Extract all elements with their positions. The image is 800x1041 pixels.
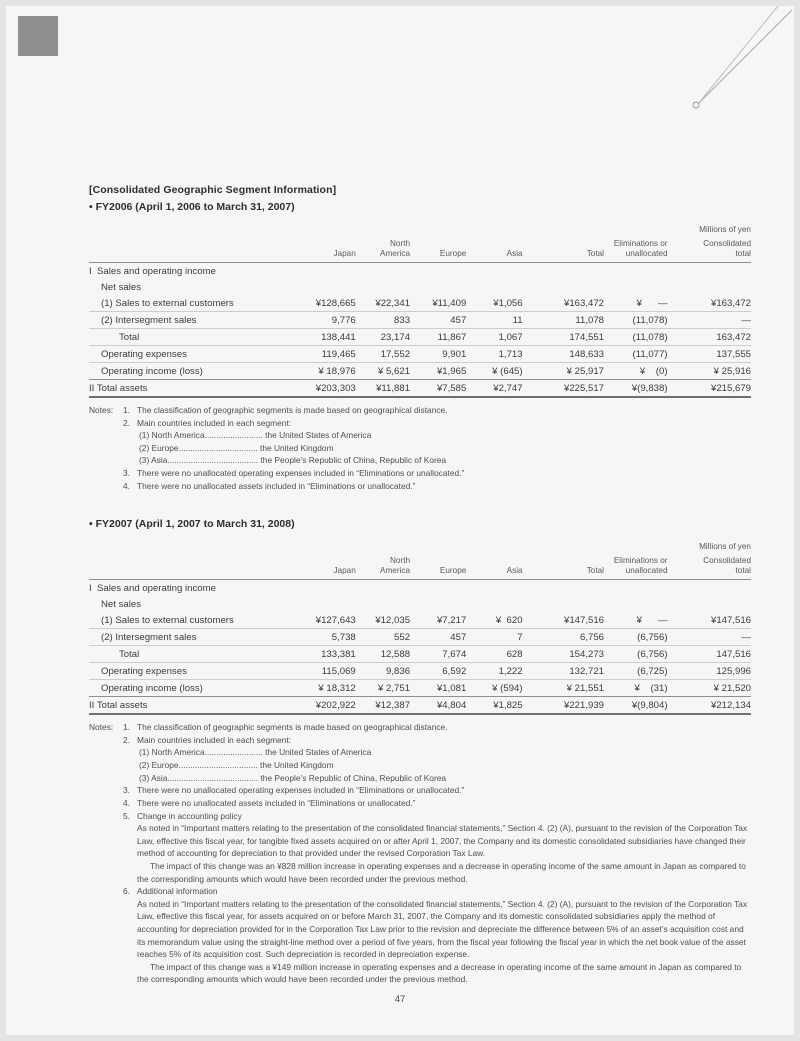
row-label: Net sales (101, 281, 141, 293)
header-japan: Japan (333, 248, 356, 258)
cell: ¥2,747 (493, 382, 523, 394)
fy2007-section (89, 518, 751, 986)
cell: 628 (506, 648, 523, 660)
note-item: 5. Change in accounting policy As noted in “Important matters relating to the presentation of the consolidated financial statements,” Section 4. (2) (A), pursuant to the revision of the Corporation Tax Law, effective this fiscal year, for tangible fixed assets acquired on or after April 1, 2007, the Company and its domestic consolidated subsidiaries have changed their method of accounting for depreciation to that provided under the revised Corporation Tax Law. The impact of this change was an ¥828 million increase in operating expenses and a decrease in operating income of the same amount in Japan as compared to the corresponding amounts which would have been recorded under the previous method. (123, 810, 751, 886)
note-subitem: (3) Asia....................................... the People’s Republic of China, Republic of Korea (139, 772, 447, 783)
header-japan: Japan (333, 566, 356, 576)
row-label: Total (119, 648, 140, 660)
header-north-america: North America (380, 555, 411, 576)
fy2006-heading: • FY2006 (April 1, 2006 to March 31, 2007) (89, 201, 295, 213)
cell: 163,472 (716, 331, 751, 343)
corner-accent-square (18, 16, 58, 56)
fy2007-heading: • FY2007 (April 1, 2007 to March 31, 2008) (89, 518, 295, 531)
cell: 9,776 (331, 314, 356, 326)
cell: 23,174 (380, 331, 411, 343)
cell: ¥163,472 (710, 297, 751, 309)
cell: ¥202,922 (315, 699, 356, 711)
table-row (89, 680, 751, 697)
note-subitem: (1) North America......................... the United States of America (139, 430, 372, 441)
cell: 833 (394, 314, 411, 326)
table-row (89, 596, 751, 612)
corner-diagonal-decoration (674, 6, 794, 116)
header-europe: Europe (439, 566, 467, 576)
cell: (11,078) (632, 314, 668, 326)
cell: ¥4,804 (436, 699, 467, 711)
fy2007-unit-label: Millions of yen (699, 542, 751, 552)
fy2006-section (89, 201, 751, 492)
row-label: Operating expenses (101, 665, 187, 677)
cell: ¥147,516 (563, 614, 604, 626)
cell: 137,555 (716, 348, 751, 360)
cell: ¥(9,838) (631, 382, 668, 394)
cell: ¥ 25,916 (713, 365, 751, 377)
fy2006-header-row (89, 236, 751, 263)
cell: (11,077) (632, 348, 668, 360)
header-consolidated: Consolidated total (703, 238, 751, 258)
fy2006-notes (89, 404, 751, 492)
header-empty (89, 553, 272, 580)
cell: ¥ 21,520 (713, 682, 751, 694)
cell: ¥ 25,917 (566, 365, 604, 377)
cell: ¥12,387 (375, 699, 411, 711)
note-item: 1. The classification of geographic segments is made based on geographical distance. (123, 722, 448, 733)
cell: 457 (450, 631, 467, 643)
cell: ¥127,643 (315, 614, 356, 626)
cell: 1,713 (498, 348, 523, 360)
header-total: Total (586, 566, 604, 576)
cell: 115,069 (321, 665, 356, 677)
cell: (6,725) (637, 665, 668, 677)
cell: 11,078 (575, 314, 604, 326)
cell: 1,067 (498, 331, 523, 343)
table-row (89, 263, 751, 280)
cell: 119,465 (321, 348, 356, 360)
table-row (89, 646, 751, 663)
note-paragraph: The impact of this change was an ¥828 million increase in operating expenses and a decrease in operating income of the same amount in Japan as compared to the corresponding amounts which would have been recorded under the previous method. (137, 860, 746, 884)
note-paragraph: As noted in “Important matters relating to the presentation of the consolidated financial statements,” Section 4. (2) (A), pursuant to the revision of the Corporation Tax Law, effective this fiscal year, for tangible fixed assets acquired on or after April 1, 2007, the Company and its domestic consolidated subsidiaries have changed their method of accounting for depreciation to that provided under the revised Corporation Tax Law. (137, 823, 748, 859)
page-content (89, 184, 751, 986)
note-paragraph: The impact of this change was a ¥149 million increase in operating expenses and a decrease in operating income of the same amount in Japan as compared to the corresponding amounts which would have been recorded under the previous method. (137, 961, 742, 985)
header-eliminations: Eliminations or unallocated (613, 555, 668, 576)
header-eliminations: Eliminations or unallocated (613, 238, 668, 258)
table-row (89, 363, 751, 380)
fy2007-header-row (89, 553, 751, 580)
cell: (11,078) (632, 331, 668, 343)
page-number: 47 (394, 994, 406, 1005)
row-label: II Total assets (89, 699, 148, 711)
cell: ¥ 620 (495, 614, 523, 626)
cell: 5,738 (331, 631, 356, 643)
cell: ¥7,585 (436, 382, 467, 394)
cell: 133,381 (321, 648, 356, 660)
header-asia: Asia (506, 248, 523, 258)
cell: 7 (517, 631, 523, 643)
note-subitem: (3) Asia....................................... the People’s Republic of China, Republic of Korea (139, 455, 447, 466)
cell: ¥11,409 (432, 297, 467, 309)
row-label: Operating income (loss) (101, 682, 203, 694)
cell: ¥ — (636, 297, 668, 309)
cell: 552 (394, 631, 411, 643)
cell: ¥ 21,551 (566, 682, 604, 694)
note-subitem: (2) Europe.................................. the United Kingdom (139, 442, 334, 453)
header-europe: Europe (439, 248, 467, 258)
table-row (89, 697, 751, 715)
note-item: 3. There were no unallocated operating expenses included in “Eliminations or unallocated.” (123, 468, 465, 479)
cell: ¥ 5,621 (378, 365, 411, 377)
cell: 6,592 (442, 665, 467, 677)
header-asia: Asia (506, 566, 523, 576)
row-label: (1) Sales to external customers (101, 614, 234, 626)
cell: 11,867 (437, 331, 467, 343)
cell: 132,721 (569, 665, 604, 677)
cell: ¥1,825 (493, 699, 523, 711)
fy2007-table (89, 553, 751, 715)
cell: ¥1,081 (436, 682, 467, 694)
notes-label: Notes: (89, 722, 114, 733)
cell: ¥12,035 (375, 614, 411, 626)
row-label: I Sales and operating income (89, 265, 216, 277)
cell: ¥ 18,312 (318, 682, 356, 694)
cell: 6,756 (579, 631, 604, 643)
note-subitem: (2) Europe.................................. the United Kingdom (139, 760, 334, 771)
cell: 7,674 (442, 648, 467, 660)
cell: — (741, 631, 751, 643)
table-row (89, 629, 751, 646)
cell: ¥ 2,751 (378, 682, 411, 694)
cell: ¥ (594) (492, 682, 523, 694)
report-page (6, 6, 794, 1035)
cell: 138,441 (321, 331, 356, 343)
cell: ¥ 18,976 (318, 365, 356, 377)
cell: 17,552 (380, 348, 411, 360)
table-row (89, 346, 751, 363)
cell: (6,756) (637, 648, 668, 660)
cell: ¥212,134 (710, 699, 751, 711)
cell: ¥1,056 (493, 297, 523, 309)
cell: 9,901 (442, 348, 467, 360)
cell: ¥ (0) (639, 365, 668, 377)
note-item: 1. The classification of geographic segments is made based on geographical distance. (123, 405, 448, 415)
row-label: Operating expenses (101, 348, 187, 360)
cell: 125,996 (716, 665, 751, 677)
table-row (89, 329, 751, 346)
cell: — (741, 314, 751, 326)
cell: ¥128,665 (315, 297, 356, 309)
row-label: Total (119, 331, 140, 343)
table-row (89, 663, 751, 680)
note-item: 2. Main countries included in each segment: (1) North America......................... the United States of America (2) Europe.................................. the United Kingdom (3) Asia....................................... the People’s Republic of China, Republic of Korea (123, 417, 751, 467)
cell: ¥(9,804) (631, 699, 668, 711)
note-item: 6. Additional information As noted in “Important matters relating to the presentation of the consolidated financial statements,” Section 4. (2) (A), pursuant to the revision of the Corporation Tax Law, effective this fiscal year, for assets acquired on or before March 31, 2007, the Company and its domestic consolidated subsidiaries apply the method of accounting for depreciation provided for in the Corporation Tax Law prior to the revision and depreciate the difference between 5% of an asset’s acquisition cost and its memorandum value using the straight-line method over a period of five years, from the fiscal year following the fiscal year in which the net book value of the asset reaches 5% of its acquisition cost. Such depreciation is recorded in depreciation expense. The impact of this change was a ¥149 million increase in operating expenses and a decrease in operating income of the same amount in Japan as compared to the corresponding amounts which would have been recorded under the previous method. (123, 885, 751, 986)
row-label: II Total assets (89, 382, 148, 394)
row-label: Operating income (loss) (101, 365, 203, 377)
fy2006-table (89, 236, 751, 398)
cell: ¥ (31) (634, 682, 668, 694)
header-consolidated: Consolidated total (703, 555, 751, 576)
row-label: (2) Intersegment sales (101, 631, 197, 643)
header-north-america: North America (380, 238, 411, 258)
row-label: I Sales and operating income (89, 582, 216, 594)
cell: ¥215,679 (710, 382, 751, 394)
row-label: (2) Intersegment sales (101, 314, 197, 326)
cell: ¥ (645) (492, 365, 523, 377)
table-row (89, 312, 751, 329)
cell: ¥7,217 (436, 614, 467, 626)
note-item: 4. There were no unallocated assets included in “Eliminations or unallocated.” (123, 797, 416, 808)
cell: ¥147,516 (710, 614, 751, 626)
cell: 174,551 (569, 331, 604, 343)
page-title: [Consolidated Geographic Segment Information] (89, 184, 337, 196)
header-total: Total (586, 248, 604, 258)
cell: 457 (450, 314, 467, 326)
note-subitem: (1) North America......................... the United States of America (139, 747, 372, 758)
cell: ¥1,965 (436, 365, 467, 377)
note-item: 4. There were no unallocated assets included in “Eliminations or unallocated.” (123, 480, 416, 491)
cell: 11 (512, 314, 523, 326)
note-item: 3. There were no unallocated operating expenses included in “Eliminations or unallocated.” (123, 785, 465, 796)
cell: ¥ — (636, 614, 668, 626)
table-row (89, 580, 751, 597)
cell: ¥22,341 (375, 297, 411, 309)
cell: 12,588 (380, 648, 411, 660)
cell: 154,273 (569, 648, 604, 660)
cell: (6,756) (637, 631, 668, 643)
cell: ¥225,517 (563, 382, 604, 394)
table-row (89, 295, 751, 312)
notes-label: Notes: (89, 405, 114, 415)
fy2006-unit-label: Millions of yen (699, 225, 751, 234)
cell: ¥203,303 (315, 382, 356, 394)
cell: ¥11,881 (376, 382, 411, 394)
table-row (89, 612, 751, 629)
note-paragraph: As noted in “Important matters relating to the presentation of the consolidated financial statements,” Section 4. (2) (A), pursuant to the revision of the Corporation Tax Law, effective this fiscal year, for assets acquired on or before March 31, 2007, the Company and its domestic consolidated subsidiaries apply the method of accounting for depreciation provided for in the Corporation Tax Law prior to the revision and depreciate the difference between 5% of an asset’s acquisition cost and its memorandum value using the straight-line method over a period of five years, from the fiscal year following the fiscal year in which the net book value of the asset reaches 5% of its acquisition cost. Such depreciation is recorded in depreciation expense. (137, 898, 748, 960)
row-label: (1) Sales to external customers (101, 297, 234, 309)
cell: 1,222 (498, 665, 523, 677)
cell: ¥163,472 (563, 297, 604, 309)
cell: ¥221,939 (563, 699, 604, 711)
row-label: Net sales (101, 598, 141, 610)
note-item: 2. Main countries included in each segment: (1) North America......................... the United States of America (2) Europe.................................. the United Kingdom (3) Asia....................................... the People’s Republic of China, Republic of Korea (123, 734, 751, 784)
table-row (89, 380, 751, 398)
cell: 9,836 (386, 665, 411, 677)
cell: 148,633 (569, 348, 604, 360)
fy2007-notes (89, 721, 751, 986)
cell: 147,516 (716, 648, 751, 660)
table-row (89, 279, 751, 295)
header-empty (89, 236, 272, 263)
